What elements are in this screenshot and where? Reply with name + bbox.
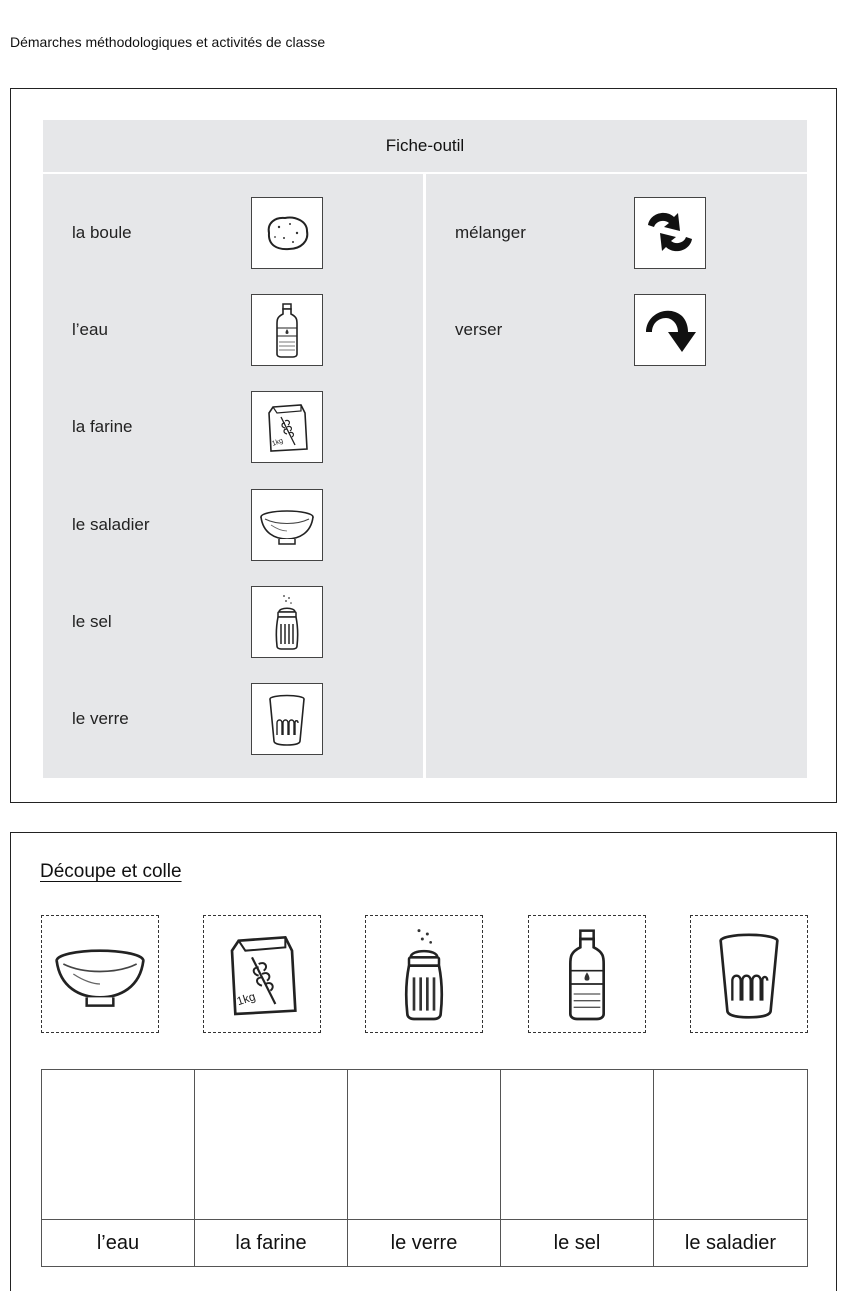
activity-frame <box>10 832 837 1291</box>
paste-cell <box>501 1070 654 1266</box>
activity-title: Découpe et colle <box>40 861 182 882</box>
paste-label: le saladier <box>684 1232 777 1254</box>
vocab-label: la boule <box>72 223 132 242</box>
paste-table <box>41 1069 808 1267</box>
flour-bag-icon <box>212 924 312 1024</box>
vocab-label: le verre <box>72 709 129 728</box>
flour-bag-icon <box>251 391 323 463</box>
water-bottle-icon <box>537 924 637 1024</box>
paste-cell <box>348 1070 501 1266</box>
salt-shaker-icon <box>374 924 474 1024</box>
cut-card-bowl[interactable] <box>41 915 159 1033</box>
vocab-label: l’eau <box>72 320 108 339</box>
glass-icon <box>699 924 799 1024</box>
cut-card-bottle[interactable] <box>528 915 646 1033</box>
paste-drop-zone[interactable] <box>654 1070 807 1220</box>
salt-shaker-icon <box>251 586 323 658</box>
vocab-row-verre <box>43 683 423 755</box>
water-bottle-icon <box>251 294 323 366</box>
fiche-outil-title: Fiche-outil <box>43 120 807 172</box>
vocab-label: verser <box>455 320 503 339</box>
glass-icon <box>251 683 323 755</box>
paste-label: l’eau <box>96 1232 140 1254</box>
fiche-outil-table <box>43 120 807 778</box>
vocab-row-boule <box>43 197 423 269</box>
fiche-left-column <box>43 174 423 778</box>
vocab-row-sel <box>43 586 423 658</box>
vocab-row-farine <box>43 391 423 463</box>
vocab-row-saladier <box>43 489 423 561</box>
paste-cell <box>42 1070 195 1266</box>
cut-card-glass[interactable] <box>690 915 808 1033</box>
cut-card-salt[interactable] <box>365 915 483 1033</box>
dough-ball-icon <box>251 197 323 269</box>
pour-arrow-icon <box>634 294 706 366</box>
mix-arrows-icon <box>634 197 706 269</box>
paste-drop-zone[interactable] <box>501 1070 653 1220</box>
paste-label: la farine <box>235 1232 307 1254</box>
fiche-right-column <box>426 174 807 778</box>
page-header: Démarches méthodologiques et activités de classe <box>10 34 326 50</box>
cut-card-flour[interactable] <box>203 915 321 1033</box>
vocab-label: le saladier <box>72 515 150 534</box>
vocab-row-verser <box>426 294 807 366</box>
vocab-row-melanger <box>426 197 807 269</box>
fiche-outil-frame <box>10 88 837 803</box>
vocab-label: la farine <box>72 417 133 436</box>
paste-cell <box>654 1070 807 1266</box>
paste-label: le verre <box>390 1232 458 1254</box>
vocab-row-eau <box>43 294 423 366</box>
vocab-label: mélanger <box>455 223 526 242</box>
paste-label: le sel <box>553 1232 601 1254</box>
paste-cell <box>195 1070 348 1266</box>
salad-bowl-icon <box>50 924 150 1024</box>
paste-drop-zone[interactable] <box>42 1070 194 1220</box>
paste-drop-zone[interactable] <box>195 1070 347 1220</box>
salad-bowl-icon <box>251 489 323 561</box>
paste-drop-zone[interactable] <box>348 1070 500 1220</box>
vocab-label: le sel <box>72 612 112 631</box>
